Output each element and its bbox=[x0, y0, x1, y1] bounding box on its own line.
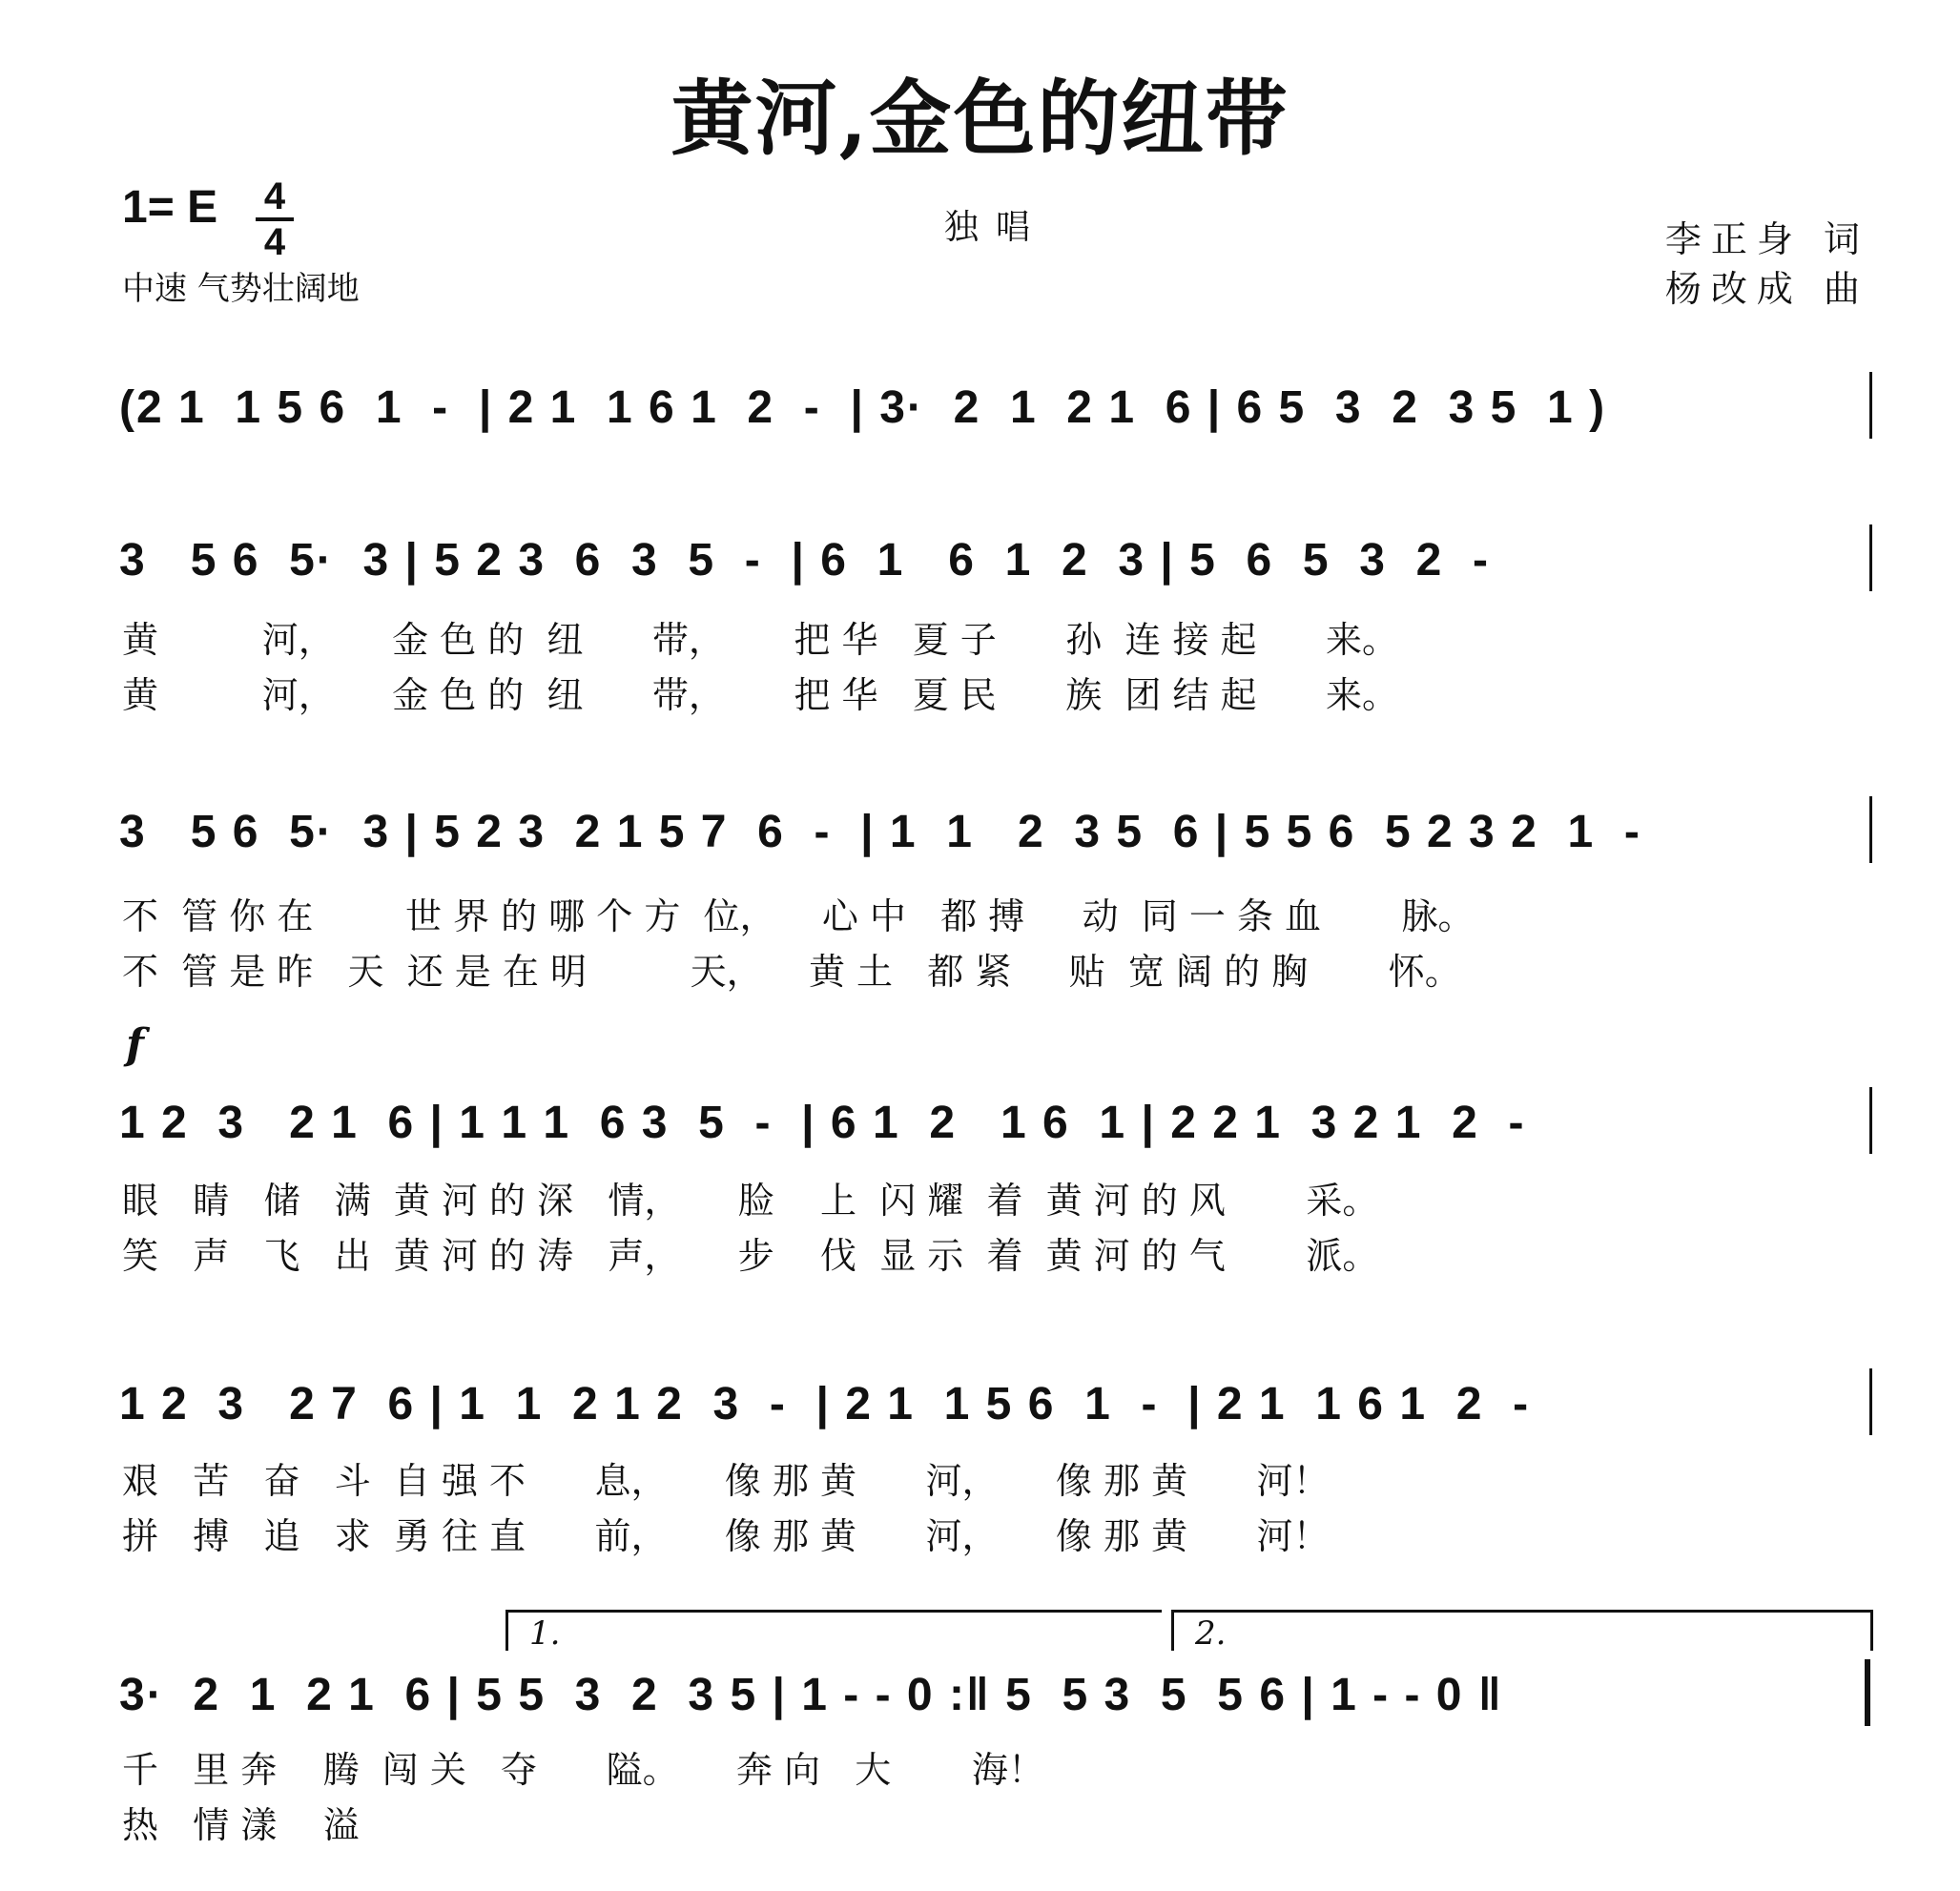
lyrics-verse2-line-4: 笑 声 飞 出 黄 河 的 涛 声， 步 伐 显 示 着 黄 河 的 气 派。 bbox=[122, 1235, 1379, 1277]
notation-line-4: 1 2 3 2 1 6 | 1 1 1 6 3 5 - | 6 1 2 1 6 1 | 2 2 1 3 2 1 2 - bbox=[119, 1098, 1526, 1148]
barline bbox=[1869, 372, 1872, 439]
lyrics-verse2-line-2: 黄 河， 金 色 的 纽 带， 把 华 夏 民 族 团 结 起 来。 bbox=[122, 674, 1399, 716]
volta-second-label: 2. bbox=[1195, 1614, 1227, 1653]
time-signature-bottom: 4 bbox=[263, 221, 286, 263]
time-signature-top: 4 bbox=[263, 175, 286, 217]
barline bbox=[1869, 796, 1872, 863]
lyricist-credit: 李正身 词 bbox=[1664, 218, 1869, 260]
volta-first-ending bbox=[505, 1610, 1162, 1651]
lyrics-verse1-line-6: 千 里 奔 腾 闯 关 夺 隘。 奔 向 大 海！ bbox=[122, 1749, 1044, 1791]
notation-line-3: 3 5 6 5· 3 | 5 2 3 2 1 5 7 6 - | 1 1 2 3 5 6 | 5 5 6 5 2 3 2 1 - bbox=[119, 807, 1641, 857]
lyrics-verse2-line-6: 热 情 漾 溢 bbox=[122, 1804, 360, 1846]
song-title: 黄河,金色的纽带 bbox=[671, 71, 1289, 167]
volta-second-ending bbox=[1171, 1610, 1873, 1651]
volta-first-label: 1. bbox=[529, 1614, 561, 1653]
barline bbox=[1869, 524, 1872, 591]
lyrics-verse1-line-4: 眼 睛 储 满 黄 河 的 深 情， 脸 上 闪 耀 着 黄 河 的 风 采。 bbox=[122, 1180, 1379, 1222]
composer-credit: 杨改成 曲 bbox=[1664, 268, 1869, 310]
barline bbox=[1869, 1087, 1872, 1154]
barline bbox=[1869, 1368, 1872, 1435]
lyrics-verse2-line-3: 不 管 是 昨 天 还 是 在 明 天， 黄 土 都 紧 贴 宽 阔 的 胸 怀。 bbox=[122, 951, 1461, 993]
notation-line-1: (2 1 1 5 6 1 - | 2 1 1 6 1 2 - | 3· 2 1 2 1 6 | 6 5 3 2 3 5 1 ) bbox=[119, 382, 1607, 433]
key-signature: 1= E bbox=[122, 182, 218, 233]
dynamic-forte: f bbox=[126, 1020, 144, 1069]
notation-line-5: 1 2 3 2 7 6 | 1 1 2 1 2 3 - | 2 1 1 5 6 1 - | 2 1 1 6 1 2 - bbox=[119, 1379, 1531, 1429]
lyrics-verse1-line-5: 艰 苦 奋 斗 自 强 不 息， 像 那 黄 河， 像 那 黄 河！ bbox=[122, 1460, 1330, 1502]
notation-line-6: 3· 2 1 2 1 6 | 5 5 3 2 3 5 | 1 - - 0 :‖ 5 5 3 5 5 6 | 1 - - 0 ‖ bbox=[119, 1670, 1503, 1720]
tempo-marking: 中速 气势壮阔地 bbox=[122, 270, 360, 308]
notation-line-2: 3 5 6 5· 3 | 5 2 3 6 3 5 - | 6 1 6 1 2 3 | 5 6 5 3 2 - bbox=[119, 535, 1490, 586]
lyrics-verse2-line-5: 拼 搏 追 求 勇 往 直 前， 像 那 黄 河， 像 那 黄 河！ bbox=[122, 1515, 1330, 1557]
time-signature bbox=[256, 177, 294, 261]
final-barline bbox=[1865, 1659, 1870, 1726]
lyrics-verse1-line-3: 不 管 你 在 世 界 的 哪 个 方 位， 心 中 都 搏 动 同 一 条 血 脉。 bbox=[122, 895, 1475, 937]
lyrics-verse1-line-2: 黄 河， 金 色 的 纽 带， 把 华 夏 子 孙 连 接 起 来。 bbox=[122, 619, 1399, 661]
performance-style: 独唱 bbox=[944, 208, 1048, 247]
